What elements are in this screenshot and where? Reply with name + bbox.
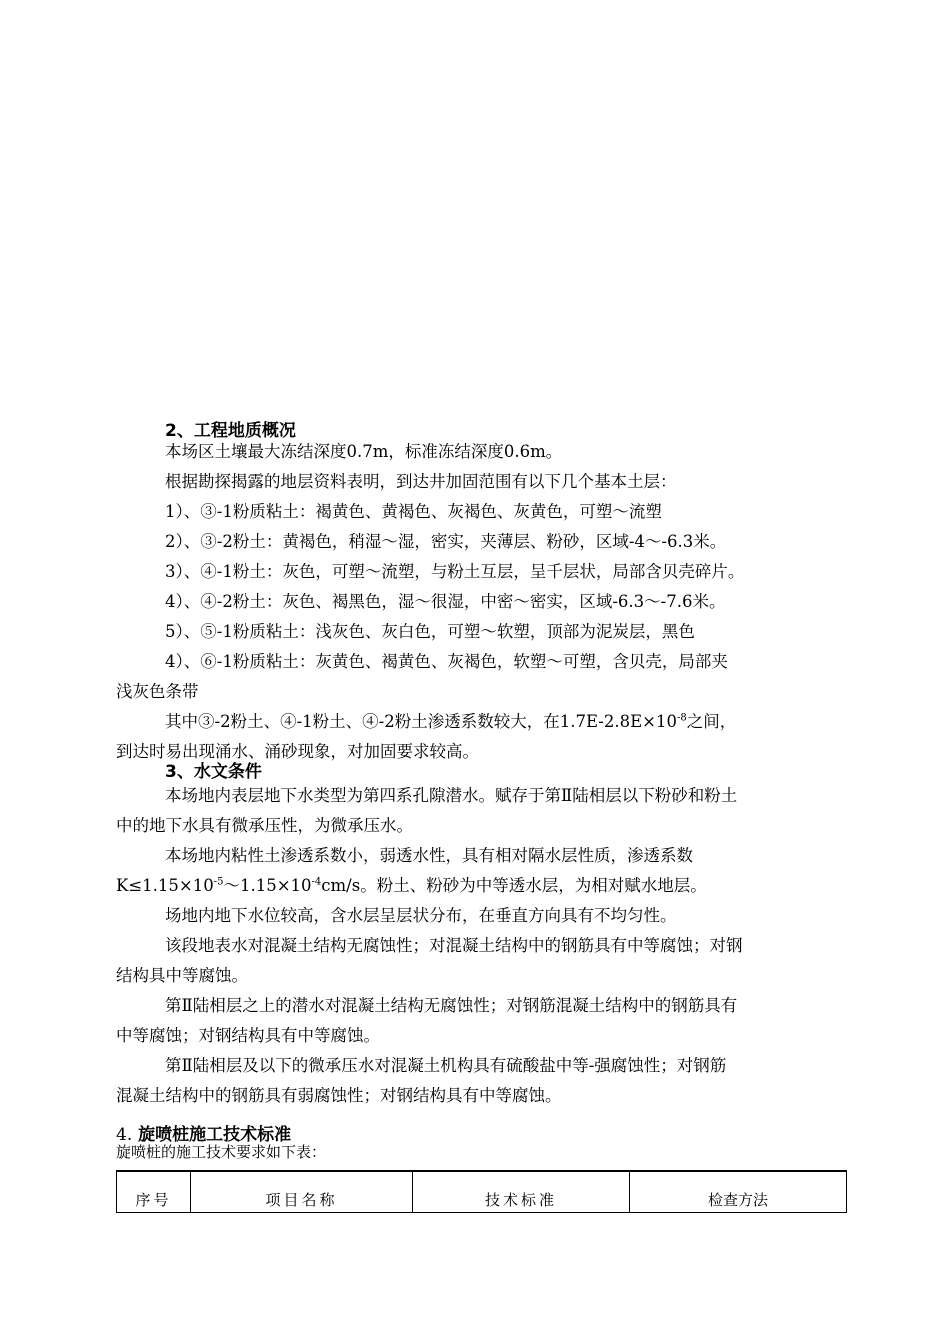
section-4-title: 旋喷桩施工技术标准 bbox=[138, 1125, 292, 1145]
permeability-paragraph-continued: 到达时易出现涌水、涌砂现象，对加固要求较高。 bbox=[116, 742, 479, 761]
paragraph-line: 该段地表水对混凝土结构无腐蚀性；对混凝土结构中的钢筋具有中等腐蚀；对钢 bbox=[165, 936, 743, 955]
header-cell-tech-standard: 技术标准 bbox=[413, 1171, 630, 1213]
header-cell-item-name: 项目名称 bbox=[191, 1171, 413, 1213]
paragraph-line: 第Ⅱ陆相层之上的潜水对混凝土结构无腐蚀性；对钢筋混凝土结构中的钢筋具有 bbox=[165, 996, 738, 1015]
soil-layer-item: 4）、⑥-1粉质粘土：灰黄色、褐黄色、灰褐色，软塑～可塑，含贝壳，局部夹 bbox=[165, 652, 728, 671]
soil-layer-item: 4）、④-2粉土：灰色、褐黑色，湿～很湿，中密～密实，区域-6.3～-7.6米。 bbox=[165, 592, 726, 611]
coef-exponent-2: -4 bbox=[311, 876, 322, 888]
paragraph-line: 第Ⅱ陆相层及以下的微承压水对混凝土机构具有硫酸盐中等-强腐蚀性；对钢筋 bbox=[165, 1056, 727, 1075]
coef-exponent-1: -5 bbox=[213, 876, 224, 888]
permeability-paragraph bbox=[165, 707, 736, 737]
paragraph-line: 本场区土壤最大冻结深度0.7m，标准冻结深度0.6m。 bbox=[165, 442, 563, 461]
coef-text-c: cm/s。粉土、粉砂为中等透水层，为相对赋水地层。 bbox=[321, 876, 707, 895]
table-intro: 旋喷桩的施工技术要求如下表： bbox=[116, 1143, 327, 1161]
paragraph-line: 中等腐蚀；对钢结构具有中等腐蚀。 bbox=[116, 1026, 380, 1045]
soil-layer-item: 1）、③-1粉质粘土：褐黄色、黄褐色、灰褐色、灰黄色，可塑～流塑 bbox=[165, 502, 662, 521]
permeability-coefficient-line bbox=[116, 871, 707, 901]
soil-layer-item-continued: 浅灰色条带 bbox=[116, 682, 199, 701]
coef-text-a: K≤1.15×10 bbox=[116, 876, 214, 895]
section-3-heading: 3、水文条件 bbox=[165, 762, 262, 782]
paragraph-line: 混凝土结构中的钢筋具有弱腐蚀性；对钢结构具有中等腐蚀。 bbox=[116, 1086, 562, 1105]
paragraph-line: 本场地内表层地下水类型为第四系孔隙潜水。赋存于第Ⅱ陆相层以下粉砂和粉土 bbox=[165, 786, 738, 805]
header-cell-check-method: 检查方法 bbox=[630, 1171, 847, 1213]
coef-text-b: ～1.15×10 bbox=[223, 876, 312, 895]
spec-table bbox=[116, 1170, 847, 1213]
paragraph-line: 场地内地下水位较高，含水层呈层状分布，在垂直方向具有不均匀性。 bbox=[165, 906, 677, 925]
paragraph-line: 结构具中等腐蚀。 bbox=[116, 966, 248, 985]
permeability-text-b: 之间， bbox=[686, 712, 737, 731]
soil-layer-item: 2）、③-2粉土：黄褐色，稍湿～湿，密实，夹薄层、粉砂，区域-4～-6.3米。 bbox=[165, 532, 727, 551]
table-header-row bbox=[117, 1171, 847, 1213]
soil-layer-item: 3）、④-1粉土：灰色，可塑～流塑，与粉土互层，呈千层状，局部含贝壳碎片。 bbox=[165, 562, 745, 581]
paragraph-line: 中的地下水具有微承压性，为微承压水。 bbox=[116, 816, 413, 835]
paragraph-line: 本场地内粘性土渗透系数小，弱透水性，具有相对隔水层性质，渗透系数 bbox=[165, 846, 693, 865]
section-4-number: 4. bbox=[116, 1125, 133, 1145]
permeability-exponent: -8 bbox=[677, 712, 687, 724]
permeability-text-a: 其中③-2粉土、④-1粉土、④-2粉土渗透系数较大，在1.7E-2.8E×10 bbox=[165, 712, 677, 731]
soil-layer-item: 5）、⑤-1粉质粘土：浅灰色、灰白色，可塑～软塑，顶部为泥炭层，黑色 bbox=[165, 622, 695, 641]
header-cell-index: 序号 bbox=[117, 1171, 191, 1213]
paragraph-line: 根据勘探揭露的地层资料表明，到达井加固范围有以下几个基本土层： bbox=[165, 472, 677, 491]
section-2-heading: 2、工程地质概况 bbox=[165, 421, 296, 441]
